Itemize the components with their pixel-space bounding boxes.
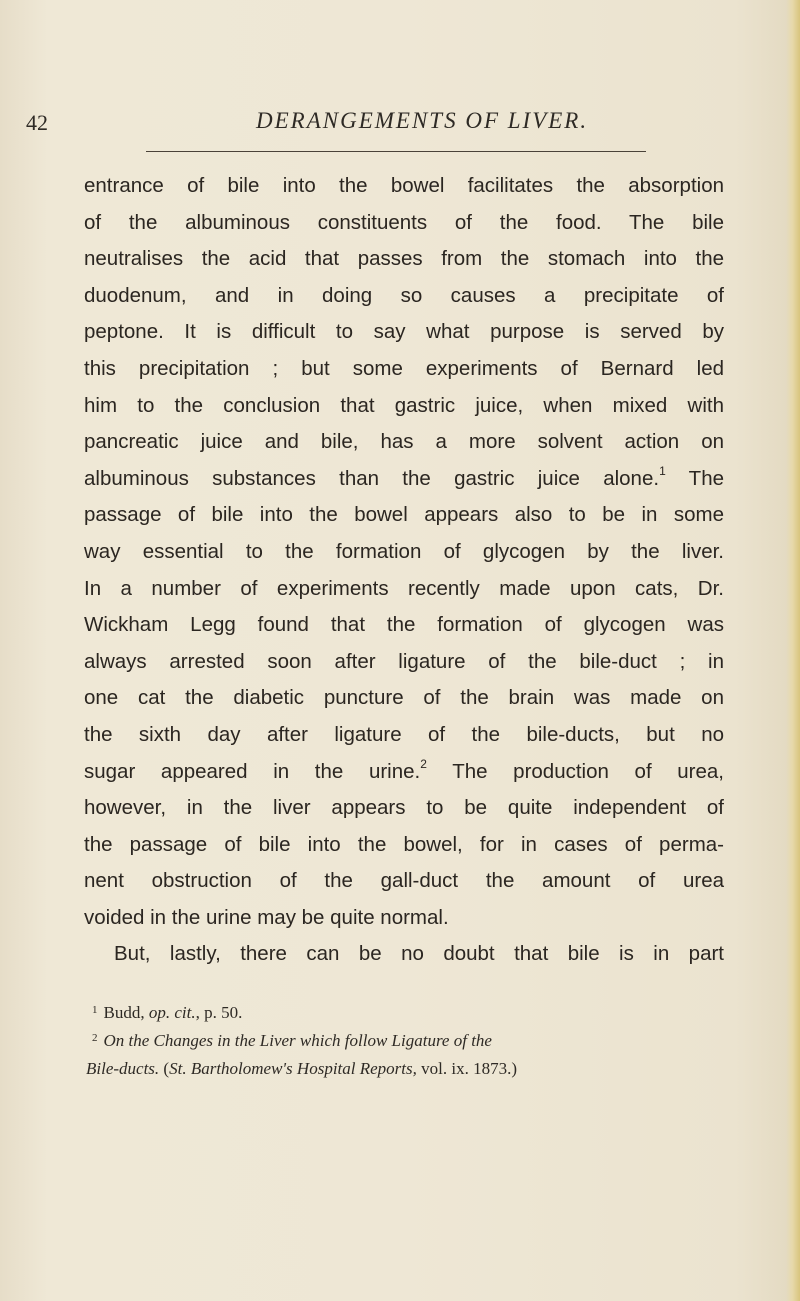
header-rule (146, 151, 646, 152)
text-line: always arrested soon after ligature of the bile-duct ; in (84, 649, 724, 673)
text-line: the passage of bile into the bowel, for in cases of perma- (84, 832, 724, 856)
text-line: duodenum, and in doing so causes a precipitate of (84, 283, 724, 307)
text-line: peptone. It is difficult to say what purpose is served by (84, 320, 724, 344)
text-line (84, 754, 724, 791)
footnote-rest: vol. ix. 1873.) (416, 1059, 517, 1078)
text-line: entrance of bile into the bowel facilitates the absorption (84, 174, 724, 197)
text-segment: The production of urea, (426, 759, 725, 783)
footnote-title: On the Changes in the Liver which follow Ligature of the (103, 1031, 492, 1050)
page-header (26, 108, 646, 142)
footnote-paren: ( (159, 1059, 170, 1078)
footnote-mark: 2 (92, 1032, 98, 1044)
text-line: this precipitation ; but some experiments of Bernard led (84, 356, 724, 380)
text-line (84, 461, 724, 498)
text-line: But, lastly, there can be no doubt that bile is in part (114, 942, 724, 966)
text-segment: The (665, 466, 724, 490)
page-number: 42 (26, 110, 48, 135)
text-segment: albuminous substances than the gastric juice alone. (84, 466, 660, 490)
page-edge (786, 0, 800, 1301)
footnote-title-cont: Bile-ducts. (86, 1059, 160, 1078)
text-line: the sixth day after ligature of the bile-ducts, but no (84, 722, 724, 746)
text-line: one cat the diabetic puncture of the brain was made on (84, 686, 724, 710)
running-head: DERANGEMENTS OF LIVER. (256, 108, 589, 133)
footnote-1 (92, 1000, 732, 1028)
text-line: passage of bile into the bowel appears also to be in some (84, 503, 724, 527)
footnote-ref-italic: op. cit. (148, 1003, 196, 1022)
body-text (84, 168, 724, 973)
footnote-ref: 1 (659, 463, 666, 478)
text-line: way essential to the formation of glycogen by the liver. (84, 539, 724, 563)
text-line: of the albuminous constituents of the food. The bile (84, 210, 724, 234)
footnote-mark: 1 (92, 1004, 98, 1016)
footnotes (86, 1000, 732, 1082)
text-line: neutralises the acid that passes from the stomach into the (84, 247, 724, 271)
footnote-journal: St. Bartholomew's Hospital Reports, (169, 1059, 417, 1078)
footnote-author: Budd, (103, 1003, 149, 1022)
text-line: voided in the urine may be quite normal. (84, 905, 449, 929)
footnote-rest: , p. 50. (195, 1003, 243, 1022)
text-line: nent obstruction of the gall-duct the amount of urea (84, 869, 724, 893)
text-line: In a number of experiments recently made upon cats, Dr. (84, 576, 724, 600)
text-line: pancreatic juice and bile, has a more solvent action on (84, 430, 724, 454)
text-line: him to the conclusion that gastric juice, when mixed with (84, 393, 724, 417)
text-segment: sugar appeared in the urine. (84, 759, 421, 783)
footnote-ref: 2 (420, 756, 427, 771)
footnote-2 (92, 1028, 732, 1056)
footnote-2-continued (86, 1056, 732, 1082)
text-line: Wickham Legg found that the formation of glycogen was (84, 613, 724, 637)
text-line: however, in the liver appears to be quite independent of (84, 796, 724, 820)
